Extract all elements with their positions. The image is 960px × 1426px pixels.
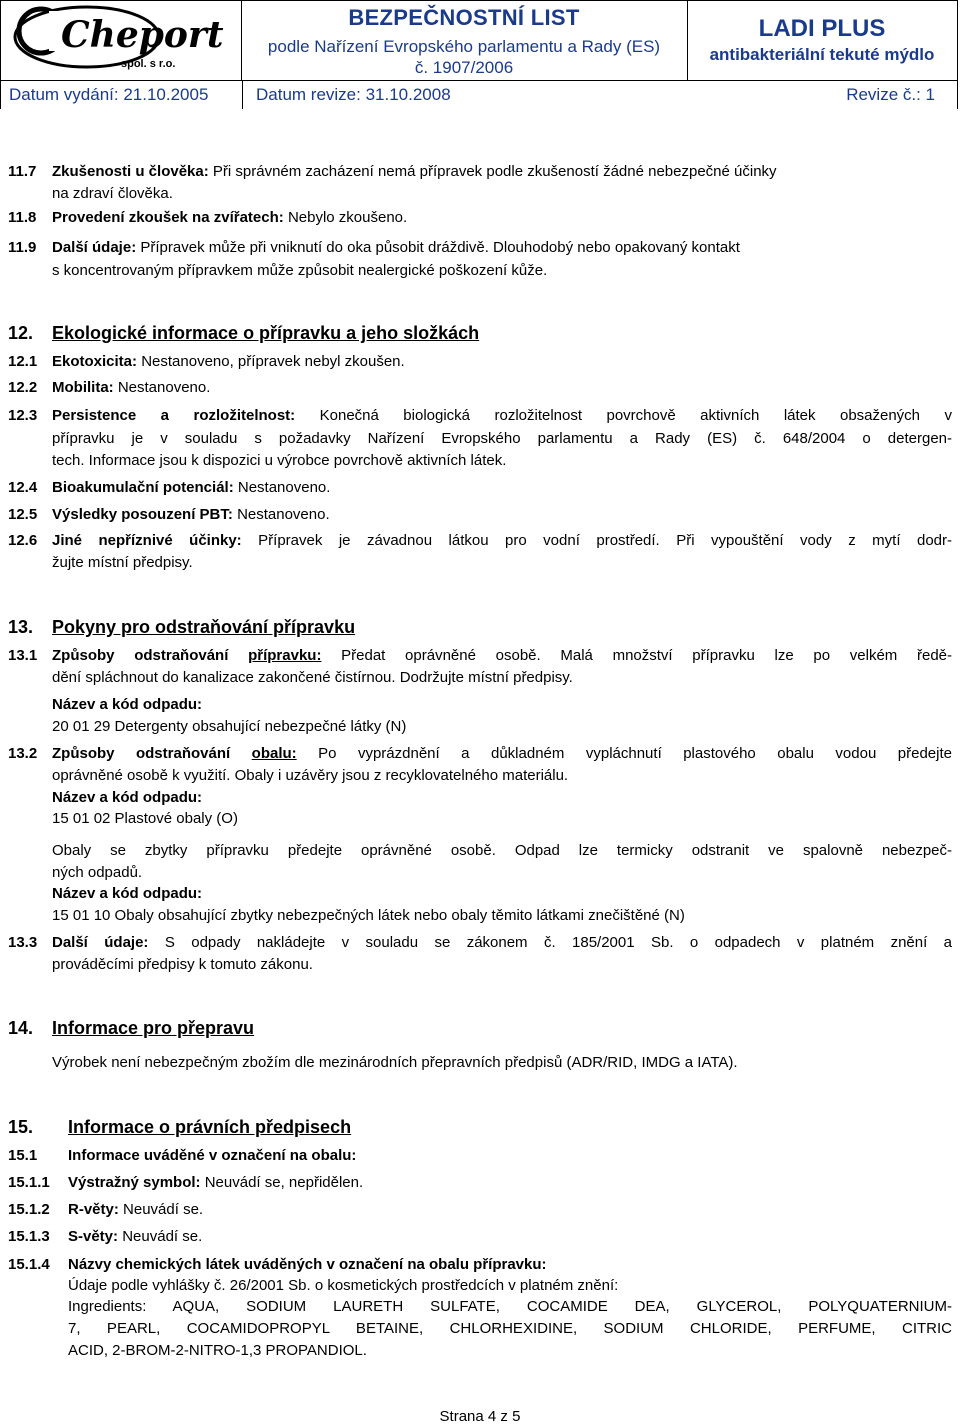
item-12-3-text-cont2: tech. Informace jsou k dispozici u výrobce povrchově aktivních látek. <box>52 452 507 469</box>
ingredients-line-3: ACID, 2-BROM-2-NITRO-1,3 PROPANDIOL. <box>68 1342 367 1359</box>
section-14-text: Výrobek není nebezpečným zbožím dle mezinárodních přepravních předpisů (ADR/RID, IMDG a IATA). <box>52 1054 738 1071</box>
item-12-4-text <box>52 479 330 497</box>
item-label: Způsoby odstraňování <box>52 745 231 762</box>
item-label: Provedení zkoušek na zvířatech: <box>52 209 284 226</box>
item-12-2-number: 12.2 <box>8 379 38 396</box>
section-14-number: 14. <box>8 1018 34 1038</box>
item-number: 11.7 <box>8 163 37 180</box>
item-13-2-text <box>52 745 952 763</box>
item-11-7-text-cont: na zdraví člověka. <box>52 185 173 202</box>
item-text: Neuvádí se. <box>123 1201 204 1218</box>
item-text: Při správném zacházení nemá přípravek podle zkušeností žádné nebezpečné účinky <box>212 163 777 180</box>
item-15-1-4-text: Údaje podle vyhlášky č. 26/2001 Sb. o kosmetických prostředcích v platném znění: <box>68 1277 619 1294</box>
header-dates-row <box>1 80 957 109</box>
item-12-5-number: 12.5 <box>8 506 38 523</box>
revision-date: Datum revize: 31.10.2008 <box>256 85 451 104</box>
item-15-1-4-label: Názvy chemických látek uváděných v označení na obalu přípravku: <box>68 1256 547 1273</box>
item-11-9-number: 11.9 <box>8 239 37 256</box>
item-12-3-number: 12.3 <box>8 407 38 424</box>
revision-number: Revize č.: 1 <box>846 85 935 104</box>
item-12-2-text <box>52 379 210 397</box>
item-15-1-1-number: 15.1.1 <box>8 1174 50 1191</box>
item-label: Výstražný symbol: <box>68 1174 201 1191</box>
item-15-1-1-text <box>68 1174 363 1192</box>
item-label-underlined: obalu: <box>251 745 297 762</box>
item-13-2-text-cont2: Obaly se zbytky přípravku předejte oprávněné osobě. Odpad lze termicky odstranit ve spalovně nebezpeč- <box>52 842 952 859</box>
waste-code-3: 15 01 10 Obaly obsahující zbytky nebezpečných látek nebo obaly těmito látkami znečištěné (N) <box>52 907 685 924</box>
item-text: Předat oprávněné osobě. Malá množství přípravku lze po velkém ředě- <box>341 647 952 664</box>
item-13-1-number: 13.1 <box>8 647 38 664</box>
item-15-1-label: Informace uváděné v označení na obalu: <box>68 1147 357 1164</box>
item-13-3-text <box>52 934 952 952</box>
item-15-1-number: 15.1 <box>8 1147 38 1164</box>
waste-code-2: 15 01 02 Plastové obaly (O) <box>52 810 238 827</box>
item-text: Neuvádí se. <box>122 1228 203 1245</box>
item-11-7 <box>8 163 36 181</box>
waste-code-label: Název a kód odpadu: <box>52 885 203 902</box>
document-regulation-line1: podle Nařízení Evropského parlamentu a Rady (ES) <box>267 37 661 56</box>
item-label: Mobilita: <box>52 379 114 396</box>
item-text: Konečná biologická rozložitelnost povrchově aktivních látek obsažených v <box>319 407 952 424</box>
item-12-3-text-cont: přípravku je v souladu s požadavky Nařízení Evropského parlamentu a Rady (ES) č. 648/2004 o detergen- <box>52 430 952 447</box>
item-12-4-number: 12.4 <box>8 479 38 496</box>
item-text: S odpady nakládejte v souladu se zákonem č. 185/2001 Sb. o odpadech v platném znění a <box>164 934 952 951</box>
item-12-1-number: 12.1 <box>8 353 38 370</box>
section-15-title: Informace o právních předpisech <box>68 1117 352 1137</box>
item-label: R-věty: <box>68 1201 119 1218</box>
item-label: Výsledky posouzení PBT: <box>52 506 233 523</box>
item-text: Přípravek může při vniknutí do oka působit dráždivě. Dlouhodobý nebo opakovaný kontakt <box>140 239 740 256</box>
cheport-logo-icon <box>1 1 241 80</box>
item-text: Nestanoveno. <box>237 479 331 496</box>
item-13-3-text-cont: prováděcími předpisy k tomuto zákonu. <box>52 956 313 973</box>
section-15-number: 15. <box>8 1117 34 1137</box>
item-12-5-text <box>52 506 330 524</box>
item-label: Bioakumulační potenciál: <box>52 479 234 496</box>
item-label: Způsoby odstraňování <box>52 647 229 664</box>
waste-code-label: Název a kód odpadu: <box>52 789 203 806</box>
item-12-1-text <box>52 353 405 371</box>
ingredients-line-1: Ingredients: AQUA, SODIUM LAURETH SULFATE, COCAMIDE DEA, GLYCEROL, POLYQUATERNIUM- <box>68 1298 952 1315</box>
item-text: Nestanoveno, přípravek nebyl zkoušen. <box>141 353 405 370</box>
item-15-1-3-number: 15.1.3 <box>8 1228 50 1245</box>
section-13-title: Pokyny pro odstraňování přípravku <box>52 617 356 637</box>
item-15-1-2-number: 15.1.2 <box>8 1201 50 1218</box>
item-text: Přípravek je závadnou látkou pro vodní prostředí. Při vypouštění vody z mytí dodr- <box>258 532 952 549</box>
document-title-block <box>241 1 688 80</box>
item-11-9-text <box>52 239 740 257</box>
item-label: Persistence a rozložitelnost: <box>52 407 296 424</box>
item-11-8-text <box>52 209 407 227</box>
item-15-1-3-text <box>68 1228 202 1246</box>
item-label: Další údaje: <box>52 239 137 256</box>
item-12-6-text-cont: žujte místní předpisy. <box>52 554 193 571</box>
item-13-3-number: 13.3 <box>8 934 38 951</box>
item-12-6-number: 12.6 <box>8 532 38 549</box>
company-logo <box>1 1 242 80</box>
issue-date: Datum vydání: 21.10.2005 <box>9 85 209 104</box>
item-13-2-text-cont3: ných odpadů. <box>52 864 143 881</box>
logo-wordmark: Cheport <box>61 14 224 56</box>
item-label: Ekotoxicita: <box>52 353 138 370</box>
product-description: antibakteriální tekuté mýdlo <box>709 45 935 64</box>
section-12-number: 12. <box>8 323 34 343</box>
item-label: Jiné nepříznivé účinky: <box>52 532 242 549</box>
item-label: S-věty: <box>68 1228 119 1245</box>
document-header <box>0 0 958 109</box>
item-text: Nebylo zkoušeno. <box>287 209 408 226</box>
logo-subtext: spol. s r.o. <box>121 58 176 70</box>
item-text: Nestanoveno. <box>117 379 211 396</box>
item-15-1-2-text <box>68 1201 203 1219</box>
document-regulation-line2: č. 1907/2006 <box>414 58 514 77</box>
item-text: Neuvádí se, nepřidělen. <box>204 1174 364 1191</box>
item-15-1-4-number: 15.1.4 <box>8 1256 50 1273</box>
item-text: Po vyprázdnění a důkladném vypláchnutí plastového obalu vodou předejte <box>318 745 952 762</box>
item-label: Další údaje: <box>52 934 149 951</box>
page-number: Strana 4 z 5 <box>439 1408 521 1425</box>
section-13-number: 13. <box>8 617 34 637</box>
product-block <box>687 1 957 80</box>
item-12-3-text <box>52 407 952 425</box>
item-11-7-text <box>52 163 952 181</box>
item-11-8-number: 11.8 <box>8 209 37 226</box>
item-11-9-text-cont: s koncentrovaným přípravkem může způsobit nealergické poškození kůže. <box>52 262 548 279</box>
section-14-title: Informace pro přepravu <box>52 1018 255 1038</box>
item-13-1-text-cont: dění spláchnout do kanalizace zakončené čistírnou. Dodržujte místní předpisy. <box>52 669 573 686</box>
header-divider <box>242 81 243 109</box>
section-12-title: Ekologické informace o přípravku a jeho složkách <box>52 323 480 343</box>
item-text: Nestanoveno. <box>237 506 330 523</box>
waste-code-label: Název a kód odpadu: <box>52 696 203 713</box>
item-label: Zkušenosti u člověka: <box>52 163 209 180</box>
header-top-row <box>1 1 957 80</box>
waste-code-1: 20 01 29 Detergenty obsahující nebezpečné látky (N) <box>52 718 407 735</box>
item-13-1-text <box>52 647 952 665</box>
item-13-2-number: 13.2 <box>8 745 38 762</box>
product-name: LADI PLUS <box>758 15 886 42</box>
item-13-2-text-cont: oprávněné osobě k využití. Obaly i uzávěry jsou z recyklovatelného materiálu. <box>52 767 569 784</box>
item-label-underlined: přípravku: <box>248 647 322 664</box>
ingredients-line-2: 7, PEARL, COCAMIDOPROPYL BETAINE, CHLORHEXIDINE, SODIUM CHLORIDE, PERFUME, CITRIC <box>68 1320 952 1337</box>
item-12-6-text <box>52 532 952 550</box>
document-title: BEZPEČNOSTNÍ LIST <box>348 5 580 30</box>
